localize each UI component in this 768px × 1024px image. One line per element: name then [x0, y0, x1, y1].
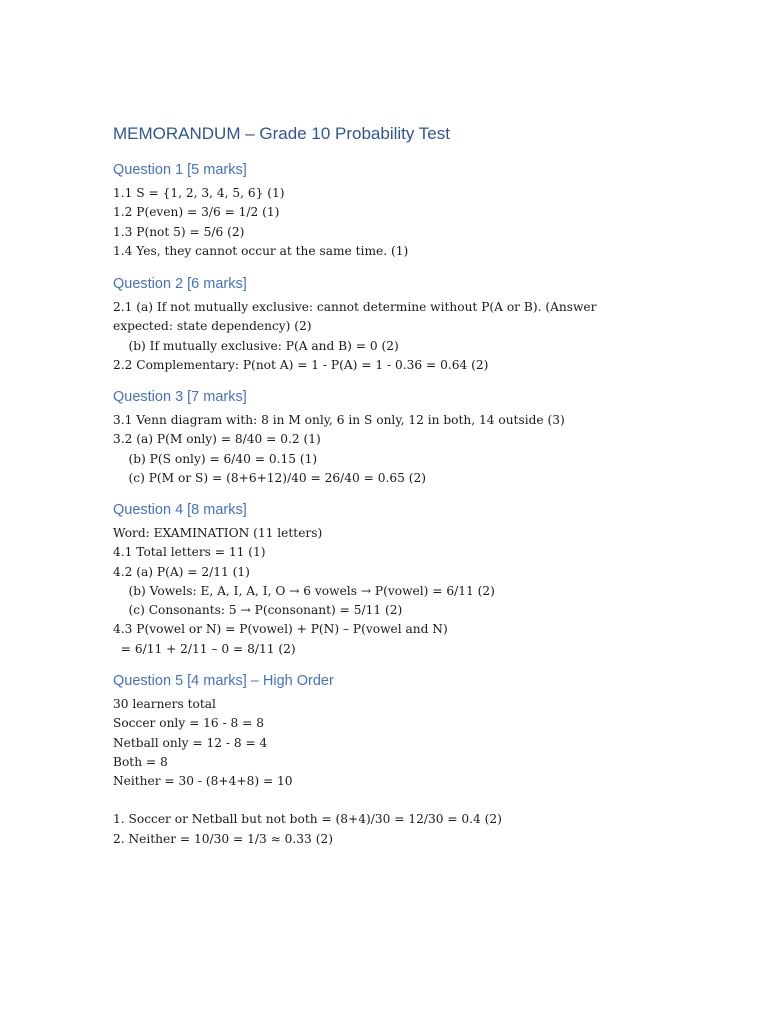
blank-line: [113, 791, 653, 810]
question-4-answers: [113, 524, 653, 659]
answer-line: (b) P(S only) = 6/40 = 0.15 (1): [113, 451, 318, 466]
answer-line: Netball only = 12 - 8 = 4: [113, 735, 268, 750]
answer-line: 1. Soccer or Netball but not both = (8+4)/30 = 12/30 = 0.4 (2): [113, 812, 502, 827]
answer-line: Word: EXAMINATION (11 letters): [113, 526, 323, 540]
question-1-answers: [113, 184, 653, 261]
question-5-answers: [113, 695, 653, 849]
question-3-heading: Question 3 [7 marks]: [113, 389, 247, 405]
answer-line: (c) Consonants: 5 → P(consonant) = 5/11 (2): [113, 603, 403, 618]
answer-line: 4.3 P(vowel or N) = P(vowel) + P(N) – P(vowel and N): [113, 622, 448, 637]
answer-line: 1.2 P(even) = 3/6 = 1/2 (1): [113, 205, 280, 220]
answer-line: 2. Neither = 10/30 = 1/3 ≈ 0.33 (2): [113, 831, 333, 846]
answer-line: Both = 8: [113, 754, 168, 769]
answer-line: 1.1 S = {1, 2, 3, 4, 5, 6} (1): [113, 186, 285, 200]
answer-line: 1.4 Yes, they cannot occur at the same time. (1): [113, 243, 409, 258]
answer-line: 3.2 (a) P(M only) = 8/40 = 0.2 (1): [113, 432, 321, 447]
question-2-answers: [113, 298, 653, 375]
answer-line: (c) P(M or S) = (8+6+12)/40 = 26/40 = 0.65 (2): [113, 470, 426, 485]
answer-line: 2.1 (a) If not mutually exclusive: cannot determine without P(A or B). (Answer expected: state dependency) (2): [113, 300, 597, 334]
question-4-heading: Question 4 [8 marks]: [113, 502, 247, 518]
answer-line: (b) Vowels: E, A, I, A, I, O → 6 vowels → P(vowel) = 6/11 (2): [113, 583, 495, 598]
answer-line: 4.2 (a) P(A) = 2/11 (1): [113, 564, 250, 579]
question-5-heading: Question 5 [4 marks] – High Order: [113, 673, 334, 689]
document-title: MEMORANDUM – Grade 10 Probability Test: [113, 124, 450, 143]
answer-line: 1.3 P(not 5) = 5/6 (2): [113, 224, 245, 239]
answer-line: (b) If mutually exclusive: P(A and B) = 0 (2): [113, 338, 399, 353]
answer-line: Neither = 30 - (8+4+8) = 10: [113, 774, 293, 789]
answer-line: 2.2 Complementary: P(not A) = 1 - P(A) = 1 - 0.36 = 0.64 (2): [113, 357, 489, 372]
answer-line: 30 learners total: [113, 697, 216, 711]
question-1-heading: Question 1 [5 marks]: [113, 162, 247, 178]
answer-line: Soccer only = 16 - 8 = 8: [113, 716, 265, 731]
question-3-answers: [113, 411, 653, 488]
answer-line: 3.1 Venn diagram with: 8 in M only, 6 in S only, 12 in both, 14 outside (3): [113, 413, 565, 427]
question-2-heading: Question 2 [6 marks]: [113, 276, 247, 292]
answer-line: 4.1 Total letters = 11 (1): [113, 545, 266, 560]
answer-line: = 6/11 + 2/11 – 0 = 8/11 (2): [113, 641, 296, 656]
